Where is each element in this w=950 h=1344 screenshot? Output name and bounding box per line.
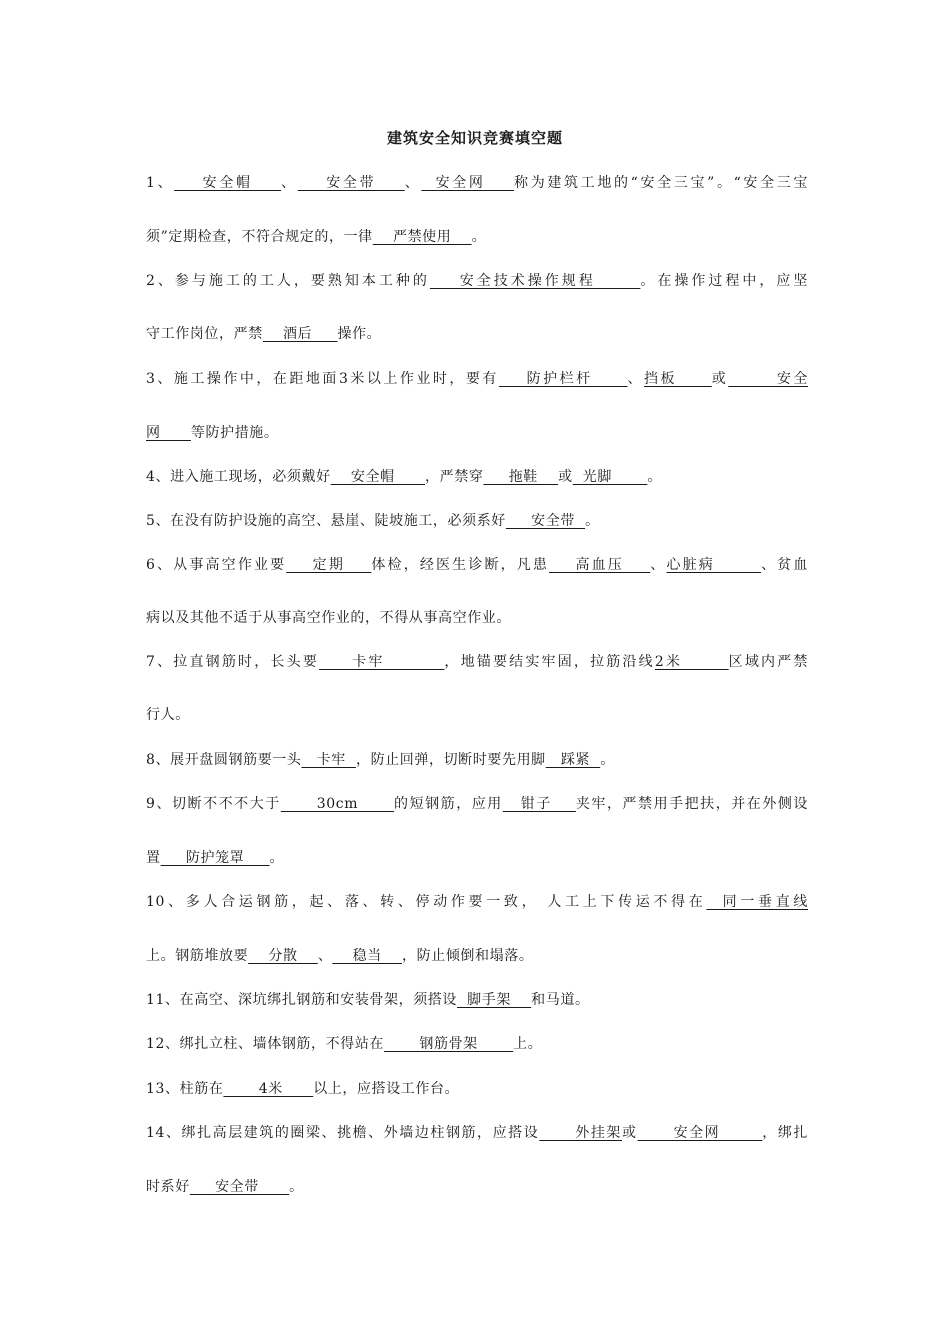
separator: 、 — [317, 948, 333, 964]
question-text: 、贫血 — [761, 557, 809, 573]
answer-blank: 卡牢 — [301, 752, 356, 768]
answer-blank: 安全技术操作规程 — [429, 273, 641, 289]
question-text: 。 — [269, 850, 285, 866]
question-text: 。 — [647, 469, 662, 485]
question-1-line-2 — [146, 227, 808, 247]
answer-blank: 安全 — [728, 371, 809, 387]
question-text: ，绑扎 — [762, 1125, 808, 1141]
question-text: 在高空、深坑绑扎钢筋和安装骨架，须搭设 — [179, 992, 458, 1008]
question-number: 1、 — [146, 175, 175, 191]
question-text: ，防止回弹，切断时要先用脚 — [355, 752, 546, 768]
answer-blank: 2米 — [654, 654, 729, 670]
question-number: 8、 — [146, 752, 171, 768]
answer-blank: 同一垂直线 — [706, 894, 808, 910]
question-text: 切断不不不大于 — [172, 796, 281, 812]
question-text: 行人。 — [146, 707, 190, 723]
question-text: 须”定期检查，不符合规定的，一律 — [146, 229, 373, 245]
question-text: 或 — [621, 1125, 638, 1141]
question-text: 时系好 — [146, 1179, 190, 1195]
question-11 — [146, 990, 808, 1010]
separator: 、 — [404, 175, 422, 191]
question-text: 病以及其他不适于从事高空作业的，不得从事高空作业。 — [146, 610, 511, 626]
answer-blank: 4米 — [223, 1081, 314, 1097]
question-12 — [146, 1034, 808, 1054]
question-2-line-1 — [146, 271, 808, 291]
question-3-line-1 — [146, 369, 808, 389]
answer-blank: 30cm — [280, 796, 395, 812]
question-number: 6、 — [146, 557, 174, 573]
question-7-line-1 — [146, 652, 808, 672]
separator: 、 — [650, 557, 667, 573]
answer-blank: 防护笼罩 — [160, 850, 270, 866]
question-text: ，地锚要结实牢固，拉筋沿线 — [444, 654, 655, 670]
question-10-line-2 — [146, 946, 808, 966]
question-text: 柱筋在 — [179, 1081, 224, 1097]
question-text: 绑扎高层建筑的圈梁、挑檐、外墙边柱钢筋，应搭设 — [181, 1125, 540, 1141]
answer-blank: 外挂架 — [539, 1125, 622, 1141]
question-text: 称为建筑工地的“安全三宝”。“安全三宝 — [514, 175, 809, 191]
question-text: 绑扎立柱、墙体钢筋，不得站在 — [179, 1036, 385, 1052]
answer-blank: 心脏病 — [666, 557, 762, 573]
page-title: 建筑安全知识竞赛填空题 — [386, 129, 563, 147]
question-text: 。 — [471, 229, 487, 245]
question-number: 3、 — [146, 371, 174, 387]
answer-blank: 高血压 — [549, 557, 651, 573]
answer-blank: 安全网 — [421, 175, 515, 191]
question-6-line-1 — [146, 555, 808, 575]
question-number: 11、 — [146, 992, 180, 1008]
question-text: ，严禁穿 — [425, 469, 484, 485]
question-text: 以上，应搭设工作台。 — [313, 1081, 460, 1097]
question-text: 或 — [711, 371, 729, 387]
question-text: 拉直钢筋时，长头要 — [173, 654, 320, 670]
question-text: 进入施工现场，必须戴好 — [170, 469, 331, 485]
question-number: 9、 — [146, 796, 172, 812]
answer-blank: 安全网 — [637, 1125, 763, 1141]
question-text: 多人合运钢筋，起、落、转、停动作要一致， 人工上下传运不得在 — [185, 894, 707, 910]
question-text: 从事高空作业要 — [173, 557, 287, 573]
answer-blank: 严禁使用 — [372, 229, 472, 245]
question-5 — [146, 511, 808, 531]
question-text: 上。钢筋堆放要 — [146, 948, 249, 964]
answer-blank: 光脚 — [572, 469, 648, 485]
answer-blank: 钳子 — [502, 796, 576, 812]
answer-blank: 钢筋骨架 — [384, 1036, 514, 1052]
question-10-line-1 — [146, 892, 808, 912]
question-number: 14、 — [146, 1125, 182, 1141]
question-number: 4、 — [146, 469, 171, 485]
question-number: 2、 — [146, 273, 175, 289]
question-text: 在没有防护设施的高空、悬崖、陡坡施工，必须系好 — [170, 513, 506, 529]
question-text: 上。 — [513, 1036, 543, 1052]
question-text: 等防护措施。 — [190, 425, 279, 441]
question-number: 5、 — [146, 513, 171, 529]
answer-blank: 分散 — [248, 948, 318, 964]
question-text: 的短钢筋，应用 — [394, 796, 503, 812]
question-text: 和马道。 — [531, 992, 590, 1008]
answer-blank: 安全带 — [297, 175, 405, 191]
question-text: 参与施工的工人，要熟知本工种的 — [174, 273, 430, 289]
answer-blank: 安全带 — [189, 1179, 290, 1195]
question-number: 13、 — [146, 1081, 180, 1097]
question-text: 。 — [585, 513, 600, 529]
question-text: ，防止倾倒和塌落。 — [402, 948, 534, 964]
question-text: 展开盘圆钢筋要一头 — [170, 752, 302, 768]
separator: 、 — [627, 371, 644, 387]
question-number: 12、 — [146, 1036, 180, 1052]
answer-blank: 安全带 — [505, 513, 586, 529]
question-text: 置 — [146, 850, 161, 866]
answer-blank: 定期 — [286, 557, 372, 573]
question-text: 。 — [600, 752, 615, 768]
question-text: 区域内严禁 — [728, 654, 809, 670]
question-9-line-1 — [146, 794, 808, 814]
question-4 — [146, 467, 808, 487]
answer-blank: 拖鞋 — [483, 469, 559, 485]
answer-blank: 网 — [146, 425, 191, 441]
question-2-line-2 — [146, 324, 808, 344]
answer-blank: 脚手架 — [457, 992, 532, 1008]
question-1-line-1 — [146, 173, 808, 193]
question-text: 操作。 — [337, 326, 382, 342]
question-text: 。 — [289, 1179, 304, 1195]
question-text: 守工作岗位，严禁 — [146, 326, 263, 342]
question-6-line-2 — [146, 608, 808, 628]
answer-blank: 酒后 — [262, 326, 338, 342]
question-9-line-2 — [146, 848, 808, 868]
question-3-line-2 — [146, 423, 808, 443]
question-number: 10、 — [146, 894, 186, 910]
answer-blank: 踩紧 — [545, 752, 601, 768]
question-number: 7、 — [146, 654, 174, 670]
answer-blank: 安全帽 — [330, 469, 426, 485]
question-text: 体检，经医生诊断，凡患 — [371, 557, 550, 573]
question-text: 夹牢，严禁用手把扶，并在外侧设 — [575, 796, 809, 812]
question-8 — [146, 750, 808, 770]
answer-blank: 稳当 — [332, 948, 403, 964]
question-7-line-2 — [146, 705, 808, 725]
question-text: 。在操作过程中，应坚 — [640, 273, 809, 289]
answer-blank: 防护栏杆 — [498, 371, 628, 387]
answer-blank: 安全帽 — [174, 175, 282, 191]
answer-blank: 挡板 — [643, 371, 712, 387]
question-14-line-2 — [146, 1177, 808, 1197]
separator: 、 — [281, 175, 298, 191]
question-14-line-1 — [146, 1123, 808, 1143]
question-13 — [146, 1079, 808, 1099]
answer-blank: 卡牢 — [319, 654, 445, 670]
question-text: 施工操作中，在距地面3米以上作业时，要有 — [173, 371, 499, 387]
question-text: 或 — [558, 469, 573, 485]
